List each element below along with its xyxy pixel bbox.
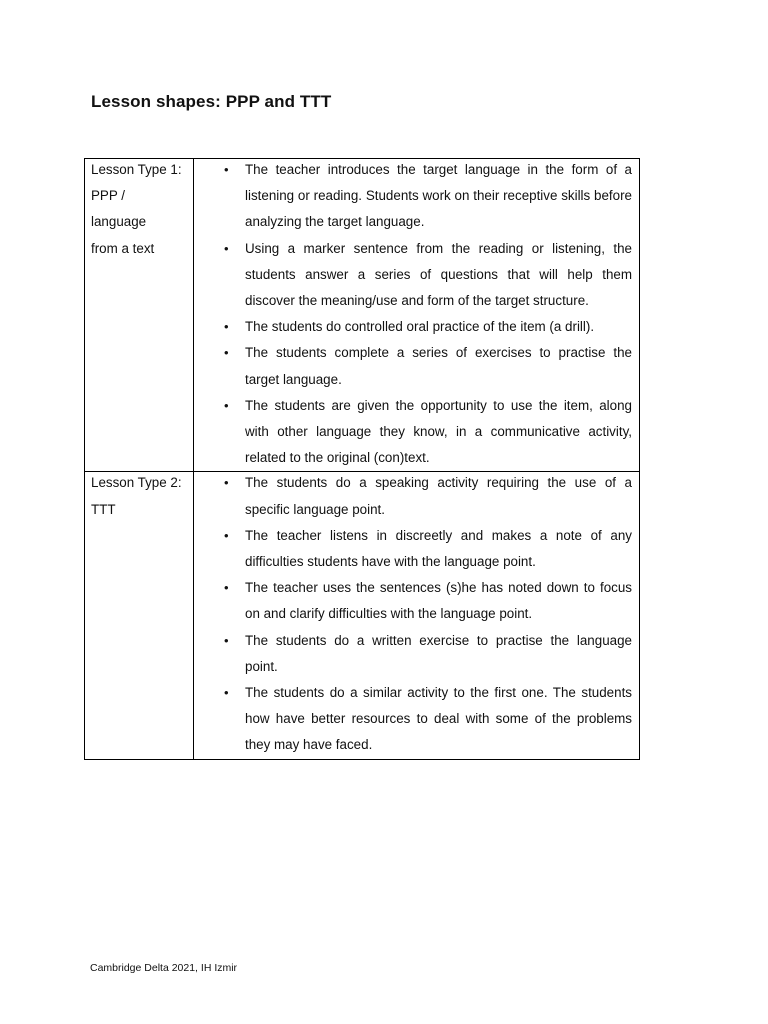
list-item-text: The students do controlled oral practice of the item (a drill). [245,319,595,335]
list-item [194,575,632,627]
list-item-text: The teacher uses the sentences (s)he has noted down to focus on and clarify difficulties with the language point. [245,580,632,622]
bullet-icon: • [224,397,229,413]
lesson-type-cell [85,472,194,759]
bullet-icon: • [224,685,229,701]
bullet-icon: • [224,345,229,361]
bullet-icon: • [224,319,229,335]
list-item-text: The teacher introduces the target language in the form of a listening or reading. Students work on their receptive skills before analyzing the target language. [245,162,632,230]
bullet-icon: • [224,475,229,491]
bullet-icon: • [224,162,229,177]
bullet-icon: • [224,580,229,596]
list-item [194,157,632,236]
list-item [194,236,632,315]
list-item [194,393,632,472]
lesson-description-cell [194,472,640,759]
bullet-icon: • [224,527,229,543]
lesson-type-label: Lesson Type 2: TTT [91,475,182,517]
page-footer: Cambridge Delta 2021, IH Izmir [90,962,238,974]
bullet-icon: • [224,632,229,648]
list-item [194,628,632,680]
list-item-text: The students do a written exercise to practise the language point. [245,632,632,674]
table-row [85,159,640,472]
list-item-text: The students are given the opportunity to use the item, along with other language they know, in a communicative activity, related to the original (con)text. [245,397,632,466]
list-item [194,314,632,340]
list-item [194,470,632,522]
list-item [194,680,632,759]
list-item-text: The teacher listens in discreetly and makes a note of any difficulties students have with the language point. [245,527,632,570]
lesson-steps-list [194,157,639,471]
table-row [85,472,640,759]
page-title: Lesson shapes: PPP and TTT [91,92,332,111]
list-item [194,340,632,392]
list-item-text: The students complete a series of exercises to practise the target language. [245,345,632,387]
lesson-type-label: Lesson Type 1: PPP / language from a text [91,162,182,256]
list-item-text: The students do a similar activity to the first one. The students how have better resources to deal with some of the problems they may have faced. [245,685,632,753]
list-item-text: Using a marker sentence from the reading or listening, the students answer a series of questions that will help them discover the meaning/use and form of the target structure. [245,240,632,309]
bullet-icon: • [224,240,229,256]
lesson-shapes-table [84,158,640,760]
lesson-steps-list [194,470,639,758]
lesson-description-cell [194,159,640,472]
lesson-type-cell [85,159,194,472]
list-item [194,523,632,575]
list-item-text: The students do a speaking activity requiring the use of a specific language point. [245,475,632,517]
